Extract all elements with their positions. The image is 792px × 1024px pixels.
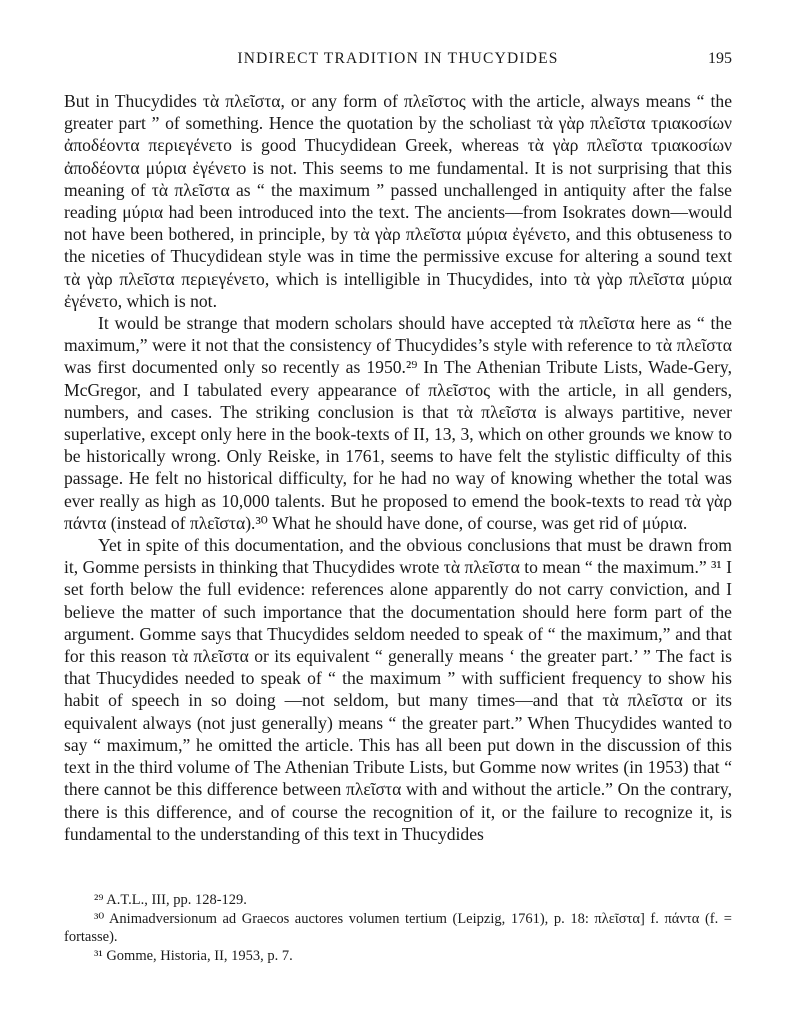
paragraph-2: It would be strange that modern scholars should have accepted τὰ πλεῖστα here as “ the maximum,” were it not that the consistency of Thucydides’s style with reference to τὰ πλεῖστα was first documented only so recently as 1950.²⁹ In The Athenian Tribute Lists, Wade-Gery, McGregor, and I tabulated every appearance of πλεῖστος with the article, in all genders, numbers, and cases. The striking conclusion is that τὰ πλεῖστα is always partitive, never superlative, except only here in the book-texts of II, 13, 3, which on other grounds we know to be historically wrong. Only Reiske, in 1761, seems to have felt the stylistic difficulty of this passage. He felt no historical difficulty, for he had no way of knowing whether the total was ever really as high as 10,000 talents. But he proposed to emend the book-texts to read τὰ γὰρ πάντα (instead of πλεῖστα).³⁰ What he should have done, of course, was get rid of μύρια. [64,313,732,533]
footnotes [64,891,732,965]
footnote-30: ³⁰ Animadversionum ad Graecos auctores volumen tertium (Leipzig, 1761), p. 18: πλεῖστα] f. πάντα (f. = fortasse). [64,910,732,945]
running-title: INDIRECT TRADITION IN THUCYDIDES [237,50,559,67]
paragraph-3: Yet in spite of this documentation, and the obvious conclusions that must be drawn from it, Gomme persists in thinking that Thucydides wrote τὰ πλεῖστα to mean “ the maximum.” ³¹ I set forth below the full evidence: references alone apparently do not carry conviction, and I believe the matter of such importance that the documentation should here form part of the argument. Gomme says that Thucydides seldom needed to speak of “ the maximum,” and that for this reason τὰ πλεῖστα or its equivalent “ generally means ‘ the greater part.’ ” The fact is that Thucydides needed to speak of “ the maximum ” with sufficient frequency to show his habit of speech in so doing —not seldom, but many times—and that τὰ πλεῖστα or its equivalent always (not just generally) means “ the greater part.” When Thucydides wanted to say “ maximum,” he omitted the article. This has all been put down in the discussion of this text in the third volume of The Athenian Tribute Lists, but Gomme now writes (in 1953) that “ there cannot be this difference between πλεῖστα with and without the article.” On the contrary, there is this difference, and of course the recognition of it, or the failure to recognize it, is fundamental to the understanding of this text in Thucydides [64,535,732,844]
body-text [64,90,732,845]
page-number: 195 [708,50,732,67]
running-header [64,50,732,74]
footnote-29: ²⁹ A.T.L., III, pp. 128-129. [94,892,247,908]
footnote-31: ³¹ Gomme, Historia, II, 1953, p. 7. [94,947,293,964]
paragraph-1: But in Thucydides τὰ πλεῖστα, or any form of πλεῖστος with the article, always means “ the greater part ” of something. Hence the quotation by the scholiast τὰ γὰρ πλεῖστα τριακοσίων ἀποδέοντα περιεγένετο is good Thucydidean Greek, whereas τὰ γὰρ πλεῖστα τριακοσίων ἀποδέοντα μύρια ἐγένετο is not. This seems to me fundamental. It is not surprising that this meaning of τὰ πλεῖστα as “ the maximum ” passed unchallenged in antiquity after the false reading μύρια had been introduced into the text. The ancients—from Isokrates down—would not have been bothered, in principle, by τὰ γὰρ πλεῖστα μύρια ἐγένετο, and this obtuseness to the niceties of Thucydidean style was in time the permissive excuse for altering a sound text τὰ γὰρ πλεῖστα περιεγένετο, which is intelligible in Thucydides, into τὰ γὰρ πλεῖστα μύρια ἐγένετο, which is not. [64,91,732,311]
